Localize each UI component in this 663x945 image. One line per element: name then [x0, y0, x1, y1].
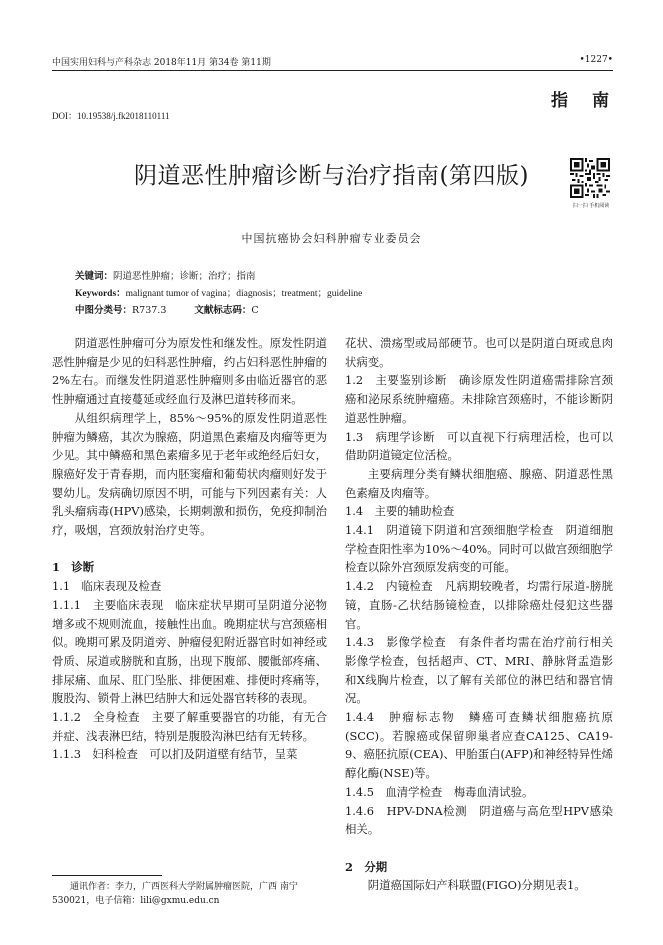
section-heading: 2 分期 [345, 859, 388, 874]
paragraph: 1.4.1 阴道镜下阴道和宫颈细胞学检查 阴道细胞学检查阳性率为10%～40%。同时可以做宫颈细胞学检查以除外宫颈原发病变的可能。 [345, 523, 613, 575]
journal-header: 中国实用妇科与产科杂志 2018年11月 第34卷 第11期 [52, 58, 271, 68]
paragraph: 1.1.1 主要临床表现 临床症状早期可呈阴道分泌物增多或不规则流血，接触性出血。晚期症状与宫颈癌相似。晚期可累及阴道旁、肿瘤侵犯附近器官时如神经或骨质、尿道或膀胱和直肠，出现下腹部、腰骶部疼痛、排尿痛、血尿、肛门坠胀、排便困难、排便时疼痛等，腹股沟、锁骨上淋巴结肿大和远处器官转移的表现。 [52, 597, 327, 706]
paragraph: 1.4.5 血清学检查 梅毒血清试验。 [345, 784, 534, 799]
class-value: R737.3 [132, 305, 167, 316]
subsection-heading: 1.1 临床表现及检查 [52, 579, 162, 594]
paragraph: 1.1.3 妇科检查 可以扪及阴道壁有结节，呈菜 [52, 747, 298, 762]
paragraph: 主要病理分类有鳞状细胞癌、腺癌、阴道恶性黑色素瘤及肉瘤等。 [345, 466, 613, 500]
paragraph: 阴道恶性肿瘤可分为原发性和继发性。原发性阴道恶性肿瘤是少见的妇科恶性肿瘤，约占妇科恶性肿瘤的2%左右。而继发性阴道恶性肿瘤则多由临近器官的恶性肿瘤通过直接蔓延或经血行及淋巴道转移而来。 [52, 336, 327, 407]
paragraph: 1.3 病理学诊断 可以直视下行病理活检，也可以借助阴道镜定位活检。 [345, 429, 613, 463]
keywords-cn-label: 关键词： [75, 271, 114, 282]
doi: DOI：10.19538/j.fk2018110111 [52, 111, 170, 121]
paragraph: 1.4.4 肿瘤标志物 鳞癌可查鳞状细胞癌抗原(SCC)。若腺癌或保留卵巢者应查CA125、CA19-9、癌胚抗原(CEA)、甲胎蛋白(AFP)和神经特异性烯醇化酶(NSE)等。 [345, 710, 613, 781]
paragraph: 1.2 主要鉴别诊断 确诊原发性阴道癌需排除宫颈癌和泌尿系统肿瘤癌。未排除宫颈癌时，不能诊断阴道恶性肿瘤。 [345, 373, 613, 425]
subsection-heading: 1.4 主要的辅助检查 [345, 504, 455, 519]
paragraph: 1.1.2 全身检查 主要了解重要器官的功能，有无合并症、浅表淋巴结，特别是腹股沟淋巴结有无转移。 [52, 710, 327, 743]
right-column [345, 334, 613, 895]
paragraph: 从组织病理学上，85%～95%的原发性阴道恶性肿瘤为鳞癌，其次为腺癌，阴道黑色素瘤及肉瘤等更为少见。其中鳞癌和黑色素瘤多见于老年或绝经后妇女，腺癌好发于青春期，而内胚窦瘤和葡萄状肉瘤则好发于婴幼儿。发病确切原因不明，可能与下列因素有关：人乳头瘤病毒(HPV)感染，长期刺激和损伤，免疫抑制治疗，吸烟，宫颈放射治疗史等。 [52, 410, 327, 538]
paragraph: 1.4.6 HPV-DNA检测 阴道癌与高危型HPV感染相关。 [345, 803, 613, 837]
section-heading: 1 诊断 [52, 560, 95, 575]
paragraph: 1.4.2 内镜检查 凡病期较晚者，均需行尿道-膀胱镜，直肠-乙状结肠镜检查，以排除癌灶侵犯这些器官。 [345, 579, 613, 631]
paragraph: 花状、溃疡型或局部硬节。也可以是阴道白斑或息肉状病变。 [345, 336, 613, 369]
doc-value: C [251, 305, 259, 316]
keywords-cn-text: 阴道恶性肿瘤；诊断；治疗；指南 [113, 271, 256, 282]
qr-code-icon [570, 158, 610, 198]
qr-caption: 扫一扫 手机阅读 [572, 203, 610, 209]
page-number: •1227• [579, 55, 613, 65]
footnote: 通讯作者：李力，广西医科大学附属肿瘤医院，广西 南宁530021，电子信箱：lili@gxmu.edu.cn [52, 882, 298, 906]
class-label: 中图分类号： [75, 305, 133, 316]
classification [75, 302, 259, 316]
keywords-en-text: malignant tumor of vagina；diagnosis；treatment；guideline [125, 289, 363, 299]
footnote-rule [52, 875, 162, 876]
keywords-en [75, 285, 362, 299]
author: 中国抗癌协会妇科肿瘤专业委员会 [241, 232, 422, 245]
header-rule [52, 70, 613, 71]
left-column [52, 334, 327, 764]
doc-label: 文献标志码： [194, 305, 252, 316]
paragraph: 阴道癌国际妇产科联盟(FIGO)分期见表1。 [367, 878, 586, 893]
keywords-en-label: Keywords： [75, 289, 126, 299]
keywords-cn [75, 268, 256, 282]
section-label: 指南 [551, 91, 633, 111]
article-title: 阴道恶性肿瘤诊断与治疗指南(第四版) [134, 163, 529, 189]
paragraph: 1.4.3 影像学检查 有条件者均需在治疗前行相关影像学检查，包括超声、CT、MRI、静脉肾盂造影和X线胸片检查，以了解有关部位的淋巴结和器官情况。 [345, 635, 613, 706]
